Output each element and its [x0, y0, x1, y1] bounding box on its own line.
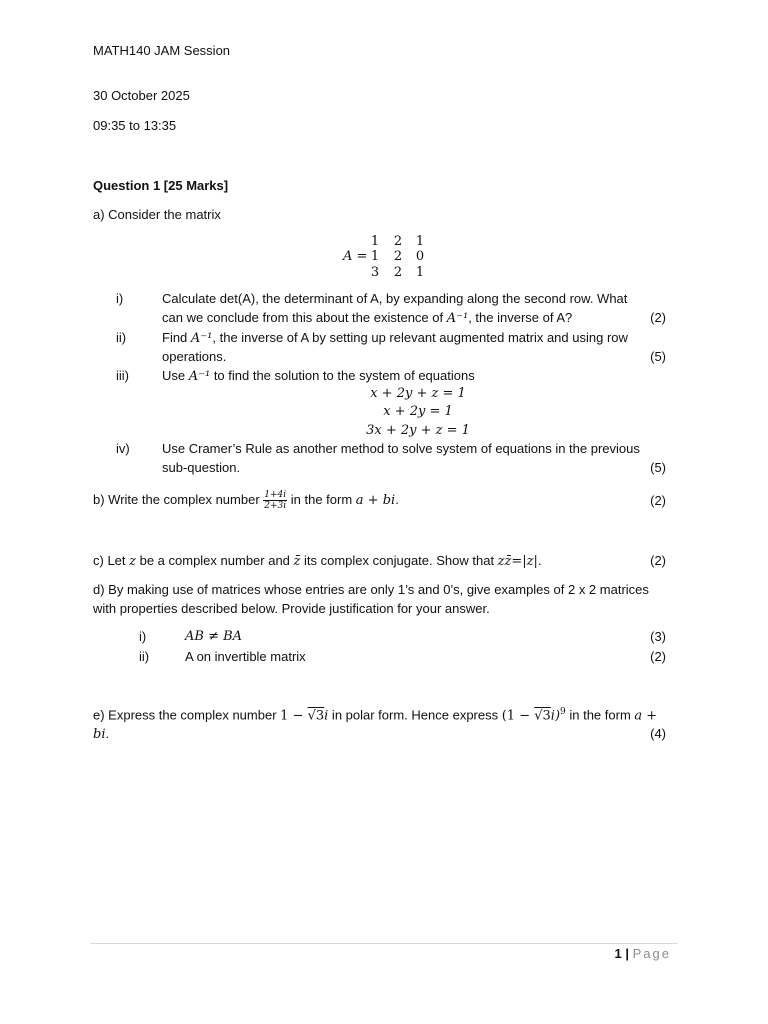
- matrix-cell: 3: [370, 265, 380, 280]
- equation: x + 2y + z = 1: [370, 386, 466, 401]
- item-text: A on invertible matrix: [185, 649, 306, 664]
- math-expression: a +: [634, 708, 658, 724]
- marks: (2): [650, 649, 666, 664]
- math-expression: zz̄=|z|: [497, 554, 538, 569]
- part-e-text: [93, 707, 657, 723]
- item-label: i): [116, 291, 124, 306]
- text-fragment: in the form: [565, 707, 635, 723]
- text-fragment: its complex conjugate. Show that: [300, 553, 498, 568]
- item-label: ii): [116, 330, 127, 345]
- text-fragment: can we conclude from this about the existence of: [162, 310, 447, 325]
- marks: (2): [650, 493, 666, 508]
- session-time: 09:35 to 13:35: [93, 118, 177, 133]
- item-text: [162, 330, 628, 346]
- text-fragment: b) Write the complex number: [93, 492, 264, 507]
- text-fragment: in the form: [287, 492, 356, 507]
- matrix-cell: 1: [415, 265, 425, 280]
- text-fragment: be a complex number and: [135, 553, 294, 568]
- item-text: [162, 368, 475, 384]
- matrix-cell: 0: [415, 249, 425, 264]
- item-text: sub-question.: [162, 460, 241, 475]
- equation: 3x + 2y + z = 1: [366, 423, 470, 438]
- item-label: i): [139, 629, 147, 644]
- session-date: 30 October 2025: [93, 88, 190, 103]
- page-label: Page: [632, 946, 671, 961]
- math-expression: i: [324, 708, 329, 724]
- fraction: [263, 490, 287, 511]
- matrix-cell: 1: [370, 234, 380, 249]
- item-label: iv): [116, 441, 130, 456]
- text-fragment: e) Express the complex number: [93, 707, 281, 723]
- text-fragment: , the inverse of A by setting up relevant augmented matrix and using row: [212, 330, 628, 345]
- fraction-numerator: 1+4i: [264, 490, 287, 501]
- marks: (2): [650, 310, 666, 325]
- question-heading: Question 1 [25 Marks]: [93, 178, 229, 193]
- part-c-text: [93, 553, 542, 569]
- item-label: ii): [139, 649, 150, 664]
- item-label: iii): [116, 368, 129, 383]
- text-fragment: to find the solution to the system of equations: [210, 368, 475, 383]
- part-d-text: with properties described below. Provide justification for your answer.: [93, 601, 490, 616]
- page-separator: |: [621, 946, 633, 961]
- math-inverse: A⁻¹: [190, 331, 213, 346]
- math-inverse: A⁻¹: [188, 369, 211, 384]
- part-a-intro: a) Consider the matrix: [93, 207, 221, 222]
- text-fragment: Use: [162, 368, 189, 383]
- matrix-cell: 2: [393, 265, 403, 280]
- part-e-text: [93, 726, 109, 742]
- footer-divider: [90, 943, 678, 944]
- matrix-cell: 1: [415, 234, 425, 249]
- math-z: z: [129, 554, 136, 569]
- matrix-cell: 1: [370, 249, 380, 264]
- item-text: operations.: [162, 349, 227, 364]
- math-expression: (1 −: [501, 708, 535, 724]
- document-title: MATH140 JAM Session: [93, 43, 231, 58]
- text-fragment: in polar form. Hence express: [328, 707, 502, 723]
- marks: (5): [650, 460, 666, 475]
- item-text: Use Cramer’s Rule as another method to solve system of equations in the previous: [162, 441, 640, 456]
- part-b-text: [93, 485, 399, 516]
- text-fragment: .: [395, 492, 399, 507]
- math-sqrt: √3: [307, 708, 325, 724]
- math-expression: bi: [93, 727, 106, 742]
- math-zbar: z̄: [293, 554, 301, 569]
- page-number: 1: [614, 946, 622, 961]
- text-fragment: .: [105, 726, 110, 741]
- matrix-lhs: A =: [343, 249, 368, 264]
- part-d-text: d) By making use of matrices whose entries are only 1’s and 0’s, give examples of 2 x 2 matrices: [93, 582, 649, 597]
- text-fragment: c) Let: [93, 553, 130, 568]
- equation: x + 2y = 1: [383, 404, 453, 419]
- text-fragment: .: [537, 553, 542, 568]
- marks: (4): [650, 726, 666, 741]
- item-text: Calculate det(A), the determinant of A, by expanding along the second row. What: [162, 291, 628, 306]
- page-footer: [615, 946, 671, 961]
- math-sqrt: √3: [534, 708, 551, 724]
- text-fragment: Find: [162, 330, 191, 345]
- item-text: [162, 310, 572, 326]
- matrix-cell: 2: [393, 234, 403, 249]
- matrix-cell: 2: [393, 249, 403, 264]
- marks: (2): [650, 553, 666, 568]
- math-form: a + bi: [355, 493, 396, 508]
- math-expression: i): [550, 708, 561, 724]
- item-text: AB ≠ BA: [185, 629, 243, 644]
- math-expression: 1 −: [280, 708, 308, 724]
- math-inverse: A⁻¹: [446, 311, 469, 326]
- fraction-denominator: 2+3i: [264, 501, 287, 512]
- marks: (3): [650, 629, 666, 644]
- math-exponent: 9: [560, 707, 566, 717]
- marks: (5): [650, 349, 666, 364]
- text-fragment: , the inverse of A?: [468, 310, 573, 325]
